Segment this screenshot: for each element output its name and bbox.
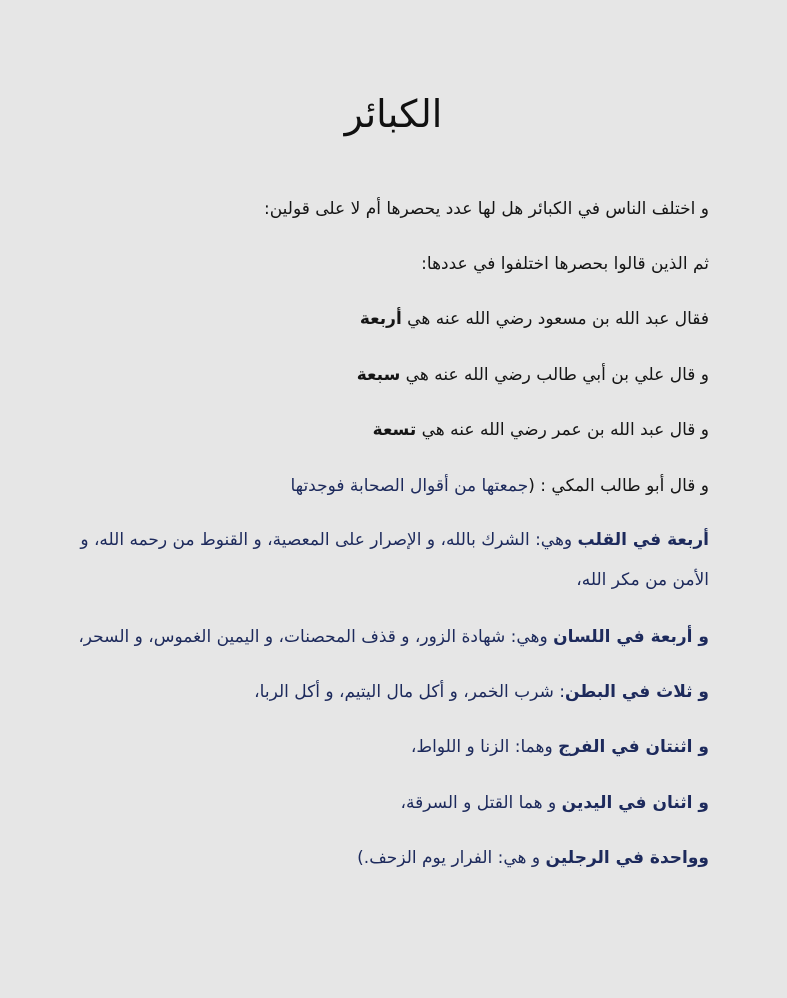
paragraph-7 [70,520,709,600]
paragraph-1-text: و اختلف الناس في الكبائر هل لها عدد يحصرها أم لا على قولين: [263,199,709,219]
paragraph-2 [70,247,709,281]
page-title: الكبائر [344,92,443,136]
paragraph-12 [70,841,709,875]
paragraph-6-text: و قال أبو طالب المكي : ( [528,476,709,496]
paragraph-8-text: وهي: شهادة الزور، و قذف المحصنات، و اليمين الغموس، و السحر، [78,627,554,647]
paragraph-4-bold: سبعة [356,365,401,385]
paragraph-4 [70,358,709,392]
paragraph-4-text: و قال علي بن أبي طالب رضي الله عنه هي [400,365,709,385]
paragraph-11-bold: و اثنان في اليدين [561,793,709,813]
paragraph-9-text: : شرب الخمر، و أكل مال اليتيم، و أكل الربا، [254,682,565,702]
paragraph-10-bold: و اثنتان في الفرج [558,737,709,757]
paragraph-5-text: و قال عبد الله بن عمر رضي الله عنه هي [416,420,709,440]
paragraph-9 [70,675,709,709]
paragraph-11 [70,786,709,820]
paragraph-7-text: وهي: الشرك بالله، و الإصرار على المعصية، و القنوط من رحمه الله، و الأمن من مكر الله، [80,530,709,590]
paragraph-8 [70,620,709,654]
paragraph-6-quote: جمعتها من أقوال الصحابة فوجدتها [290,476,529,496]
paragraph-12-text: و هي: الفرار يوم الزحف.) [357,848,546,868]
paragraph-9-bold: و ثلاث في البطن [564,682,709,702]
paragraph-3-text: فقال عبد الله بن مسعود رضي الله عنه هي [401,309,709,329]
paragraph-5-bold: تسعة [372,420,417,440]
paragraph-8-bold: و أربعة في اللسان [553,627,709,647]
paragraph-7-bold: أربعة في القلب [577,530,709,550]
paragraph-3 [70,302,709,336]
paragraph-6 [70,469,709,503]
paragraph-10-text: وهما: الزنا و اللواط، [410,737,559,757]
paragraph-2-text: ثم الذين قالوا بحصرها اختلفوا في عددها: [421,254,709,274]
paragraph-3-bold: أربعة [359,309,402,329]
paragraph-5 [70,413,709,447]
paragraph-12-bold: وواحدة في الرجلين [545,848,709,868]
paragraph-11-text: و هما القتل و السرقة، [400,793,562,813]
paragraph-10 [70,730,709,764]
paragraph-1 [70,192,709,226]
